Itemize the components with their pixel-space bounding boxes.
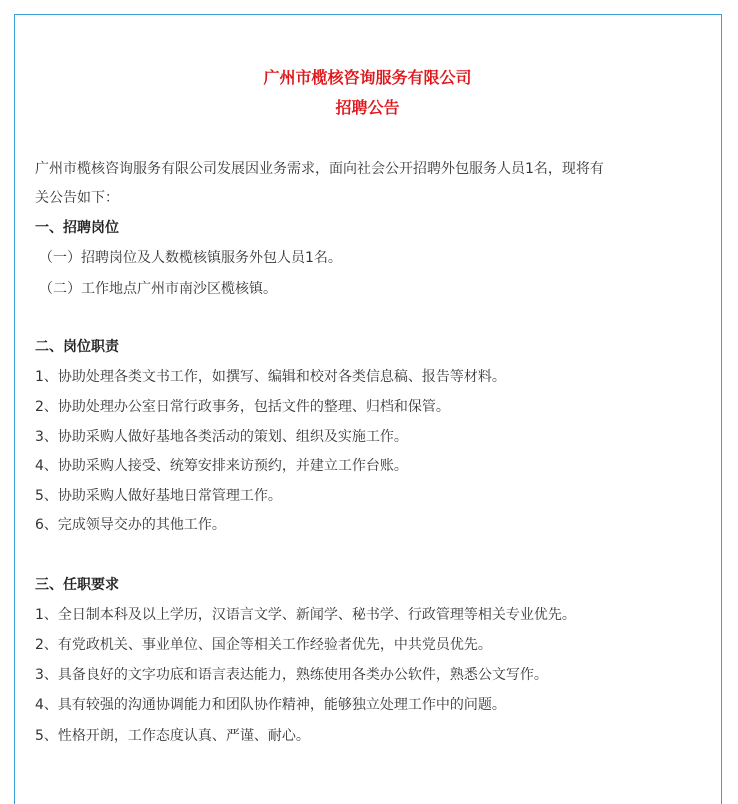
list-item: 6、完成领导交办的其他工作。	[35, 517, 226, 533]
list-item: 4、具有较强的沟通协调能力和团队协作精神，能够独立处理工作中的问题。	[35, 697, 506, 713]
list-item: （一）招聘岗位及人数榄核镇服务外包人员1名。	[39, 250, 342, 266]
list-item: 2、协助处理办公室日常行政事务，包括文件的整理、归档和保管。	[35, 399, 450, 415]
list-item: 1、协助处理各类文书工作，如撰写、编辑和校对各类信息稿、报告等材料。	[35, 369, 506, 385]
list-item: 1、全日制本科及以上学历，汉语言文学、新闻学、秘书学、行政管理等相关专业优先。	[35, 607, 576, 623]
intro-line-1: 广州市榄核咨询服务有限公司发展因业务需求，面向社会公开招聘外包服务人员1名，现将有	[35, 161, 604, 177]
list-item: （二）工作地点广州市南沙区榄核镇。	[39, 281, 277, 297]
section-heading-requirements: 三、任职要求	[35, 577, 119, 593]
section-heading-duties: 二、岗位职责	[35, 339, 119, 355]
list-item: 2、有党政机关、事业单位、国企等相关工作经验者优先，中共党员优先。	[35, 637, 492, 653]
company-name: 广州市榄核咨询服务有限公司	[263, 68, 472, 87]
list-item: 4、协助采购人接受、统筹安排来访预约，并建立工作台账。	[35, 458, 408, 474]
section-heading-positions: 一、招聘岗位	[35, 220, 119, 236]
list-item: 5、性格开朗，工作态度认真、严谨、耐心。	[35, 728, 310, 744]
intro-line-2: 关公告如下：	[35, 190, 119, 206]
list-item: 5、协助采购人做好基地日常管理工作。	[35, 488, 282, 504]
list-item: 3、协助采购人做好基地各类活动的策划、组织及实施工作。	[35, 429, 408, 445]
page-title: 招聘公告	[335, 98, 400, 117]
list-item: 3、具备良好的文字功底和语言表达能力，熟练使用各类办公软件，熟悉公文写作。	[35, 667, 548, 683]
